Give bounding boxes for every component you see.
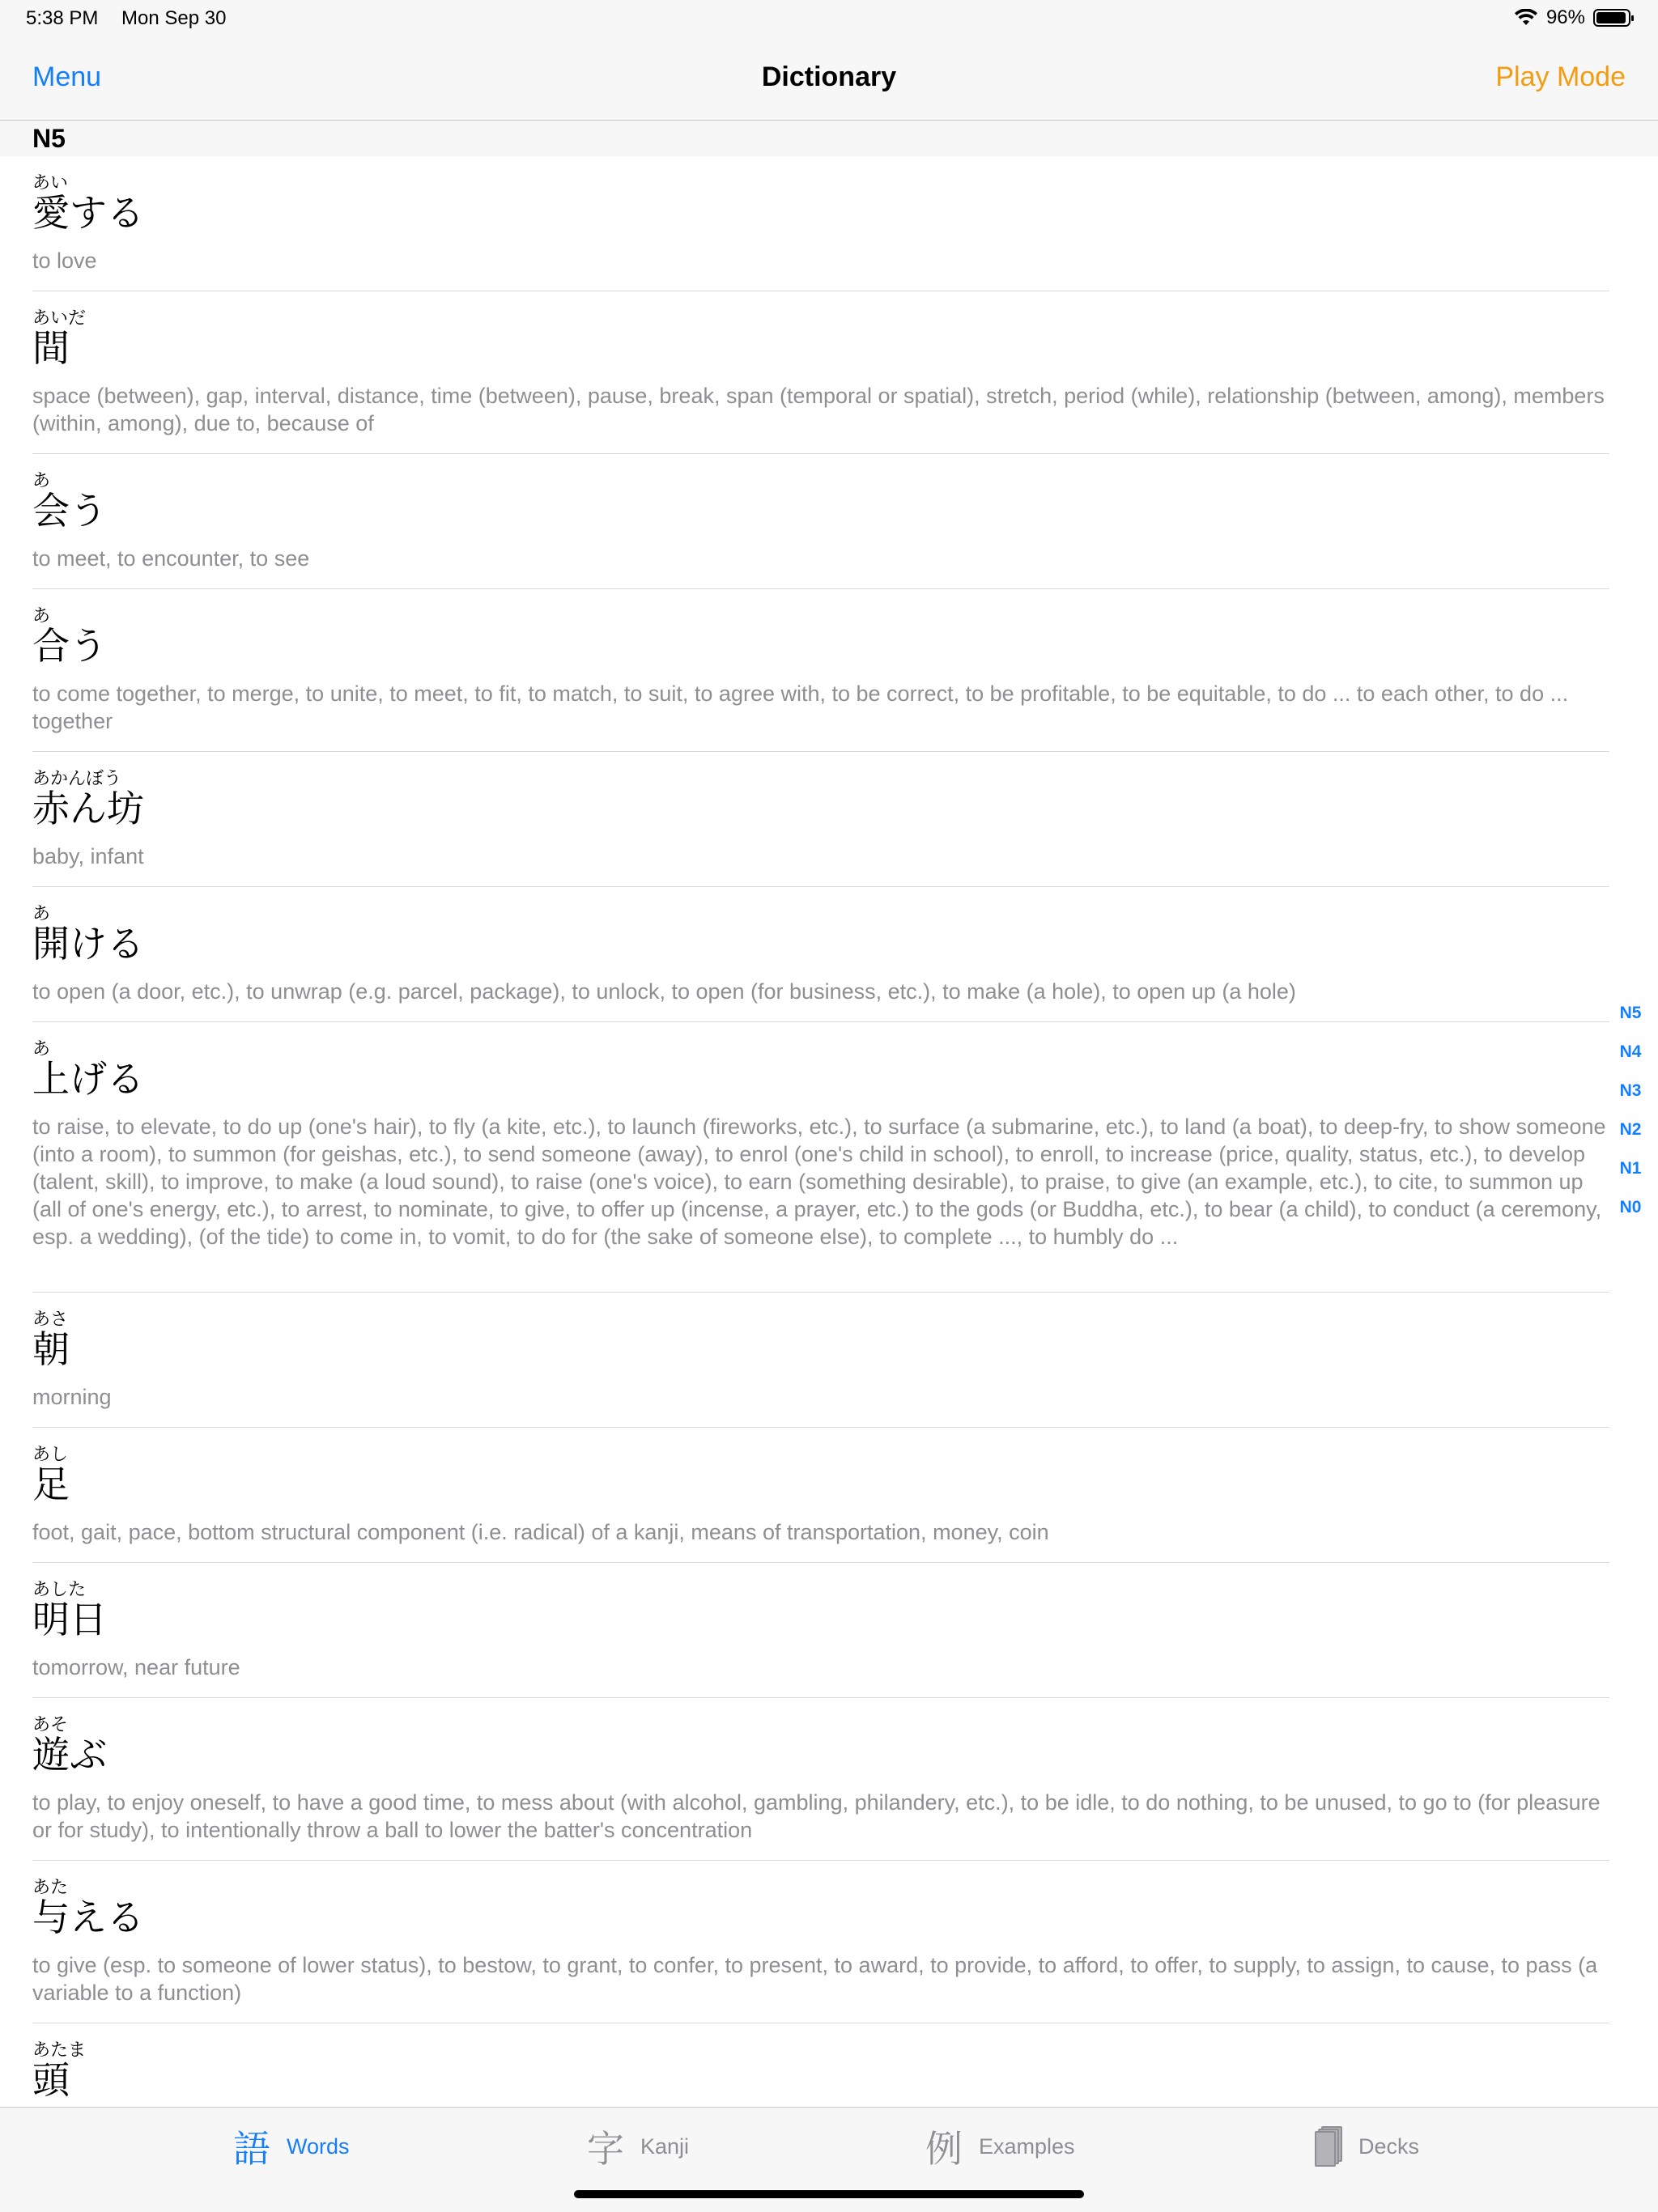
section-header <box>0 121 1658 156</box>
word-meaning: to open (a door, etc.), to unwrap (e.g. parcel, package), to unlock, to open (for business, etc.), to make (a hole), to open up (a hole) <box>32 979 1296 1004</box>
tab-examples[interactable] <box>925 2108 1075 2185</box>
navigation-bar <box>0 39 1658 121</box>
list-item[interactable] <box>32 1563 1609 1698</box>
tab-words[interactable] <box>233 2108 350 2185</box>
list-item[interactable] <box>32 1698 1609 1861</box>
list-item[interactable] <box>32 454 1609 589</box>
word-kanji: 合う <box>32 624 107 668</box>
word-kanji: 赤ん坊 <box>32 787 144 830</box>
word-kanji: 間 <box>32 326 70 370</box>
tab-label: Words <box>287 2133 350 2159</box>
section-header-label: N5 <box>32 124 66 153</box>
battery-icon <box>1593 9 1630 27</box>
word-meaning: tomorrow, near future <box>32 1655 240 1679</box>
list-item[interactable] <box>32 1861 1609 2023</box>
word-list[interactable] <box>0 156 1658 2107</box>
furigana: あ <box>32 606 51 626</box>
home-indicator <box>574 2190 1084 2198</box>
furigana: あそ <box>32 1715 69 1735</box>
tab-label: Examples <box>979 2133 1075 2159</box>
furigana: あたま <box>32 2040 87 2061</box>
list-item[interactable] <box>32 156 1609 291</box>
index-n5[interactable]: N5 <box>1619 1004 1642 1022</box>
examples-icon: 例 <box>925 2127 963 2171</box>
tab-label: Kanji <box>640 2133 690 2159</box>
word-kanji: 与える <box>32 1896 144 1939</box>
list-item[interactable] <box>32 2023 1609 2107</box>
list-item[interactable] <box>32 1428 1609 1563</box>
word-meaning: baby, infant <box>32 844 144 868</box>
word-meaning: to love <box>32 248 97 273</box>
list-item[interactable] <box>32 752 1609 887</box>
furigana: あし <box>32 1445 69 1465</box>
index-n1[interactable]: N1 <box>1619 1159 1642 1178</box>
word-meaning: space (between), gap, interval, distance, time (between), pause, break, span (temporal or spatial), stretch, period (while), relationship (between, among), members (within, among), due to, because of <box>32 384 1605 435</box>
word-kanji: 開ける <box>32 922 144 966</box>
word-kanji: 上げる <box>32 1057 144 1101</box>
decks-icon <box>1315 2126 1342 2167</box>
wifi-icon <box>1514 9 1538 27</box>
battery-percent: 96% <box>1545 6 1585 28</box>
word-meaning: to raise, to elevate, to do up (one's hair), to fly (a kite, etc.), to launch (fireworks, etc.), to surface (a submarine, etc.), to land (a boat), to deep-fry, to show someone (into a room), to summon (for geishas, etc.), to send someone (away), to enrol (one's child in school), to enroll, to increase (price, quality, status, etc.), to develop (talent, skill), to improve, to make (a loud sound), to raise (one's voice), to earn (something desirable), to praise, to give (an example, etc.), to cite, to summon up (all of one's energy, etc.), to arrest, to nominate, to give, to offer up (incense, a prayer, etc.) to the gods (or Buddha, etc.), to bear (a child), to conduct (a ceremony, esp. a wedding), (of the tide) to come in, to vomit, to do for (the sake of someone else), to complete ..., to humbly do ... <box>32 1114 1606 1249</box>
furigana: あ <box>32 1039 51 1059</box>
word-kanji: 足 <box>32 1463 70 1506</box>
word-kanji: 頭 <box>32 2058 70 2102</box>
furigana: あた <box>32 1878 69 1898</box>
words-icon: 語 <box>233 2127 270 2171</box>
furigana: あいだ <box>32 308 87 329</box>
furigana: あ <box>32 904 51 924</box>
word-kanji: 朝 <box>32 1327 70 1371</box>
list-item[interactable] <box>32 1293 1609 1428</box>
play-mode-button[interactable]: Play Mode <box>1495 62 1626 92</box>
furigana: あさ <box>32 1310 69 1330</box>
furigana: あい <box>32 173 69 193</box>
status-indicators <box>1514 6 1630 29</box>
word-kanji: 遊ぶ <box>32 1733 107 1777</box>
furigana: あかんぼう <box>32 769 122 789</box>
furigana: あした <box>32 1580 87 1600</box>
tab-kanji[interactable] <box>587 2108 689 2185</box>
status-date: Mon Sep 30 <box>121 7 227 29</box>
list-item[interactable] <box>32 291 1609 454</box>
word-kanji: 愛する <box>32 191 144 235</box>
word-meaning: to play, to enjoy oneself, to have a good time, to mess about (with alcohol, gambling, philandery, etc.), to be idle, to do nothing, to be unused, to go to (for pleasure or for study), to intentionally throw a ball to lower the batter's concentration <box>32 1790 1601 1842</box>
word-meaning: foot, gait, pace, bottom structural component (i.e. radical) of a kanji, means of transportation, money, coin <box>32 1520 1049 1544</box>
word-meaning: to give (esp. to someone of lower status), to bestow, to grant, to confer, to present, to award, to provide, to afford, to offer, to supply, to assign, to cause, to pass (a variable to a function) <box>32 1953 1598 2005</box>
index-n3[interactable]: N3 <box>1619 1081 1642 1100</box>
list-item[interactable] <box>32 1022 1609 1293</box>
word-meaning: to meet, to encounter, to see <box>32 546 310 571</box>
word-kanji: 明日 <box>32 1598 107 1641</box>
furigana: あ <box>32 471 51 491</box>
index-n4[interactable]: N4 <box>1619 1042 1642 1061</box>
index-n2[interactable]: N2 <box>1619 1120 1642 1139</box>
status-bar <box>0 0 1658 39</box>
page-title: Dictionary <box>761 62 897 92</box>
section-index-bar[interactable] <box>1614 1004 1647 1237</box>
word-meaning: to come together, to merge, to unite, to meet, to fit, to match, to suit, to agree with, to be correct, to be profitable, to be equitable, to do ... to each other, to do ... together <box>32 681 1569 733</box>
tab-label: Decks <box>1358 2133 1420 2159</box>
word-kanji: 会う <box>32 489 107 533</box>
kanji-icon: 字 <box>587 2127 624 2171</box>
tab-decks[interactable] <box>1315 2108 1419 2185</box>
list-item[interactable] <box>32 887 1609 1022</box>
status-time: 5:38 PM <box>26 7 99 29</box>
word-meaning: morning <box>32 1385 112 1409</box>
menu-button[interactable]: Menu <box>32 62 102 92</box>
list-item[interactable] <box>32 589 1609 752</box>
index-n0[interactable]: N0 <box>1619 1198 1642 1216</box>
